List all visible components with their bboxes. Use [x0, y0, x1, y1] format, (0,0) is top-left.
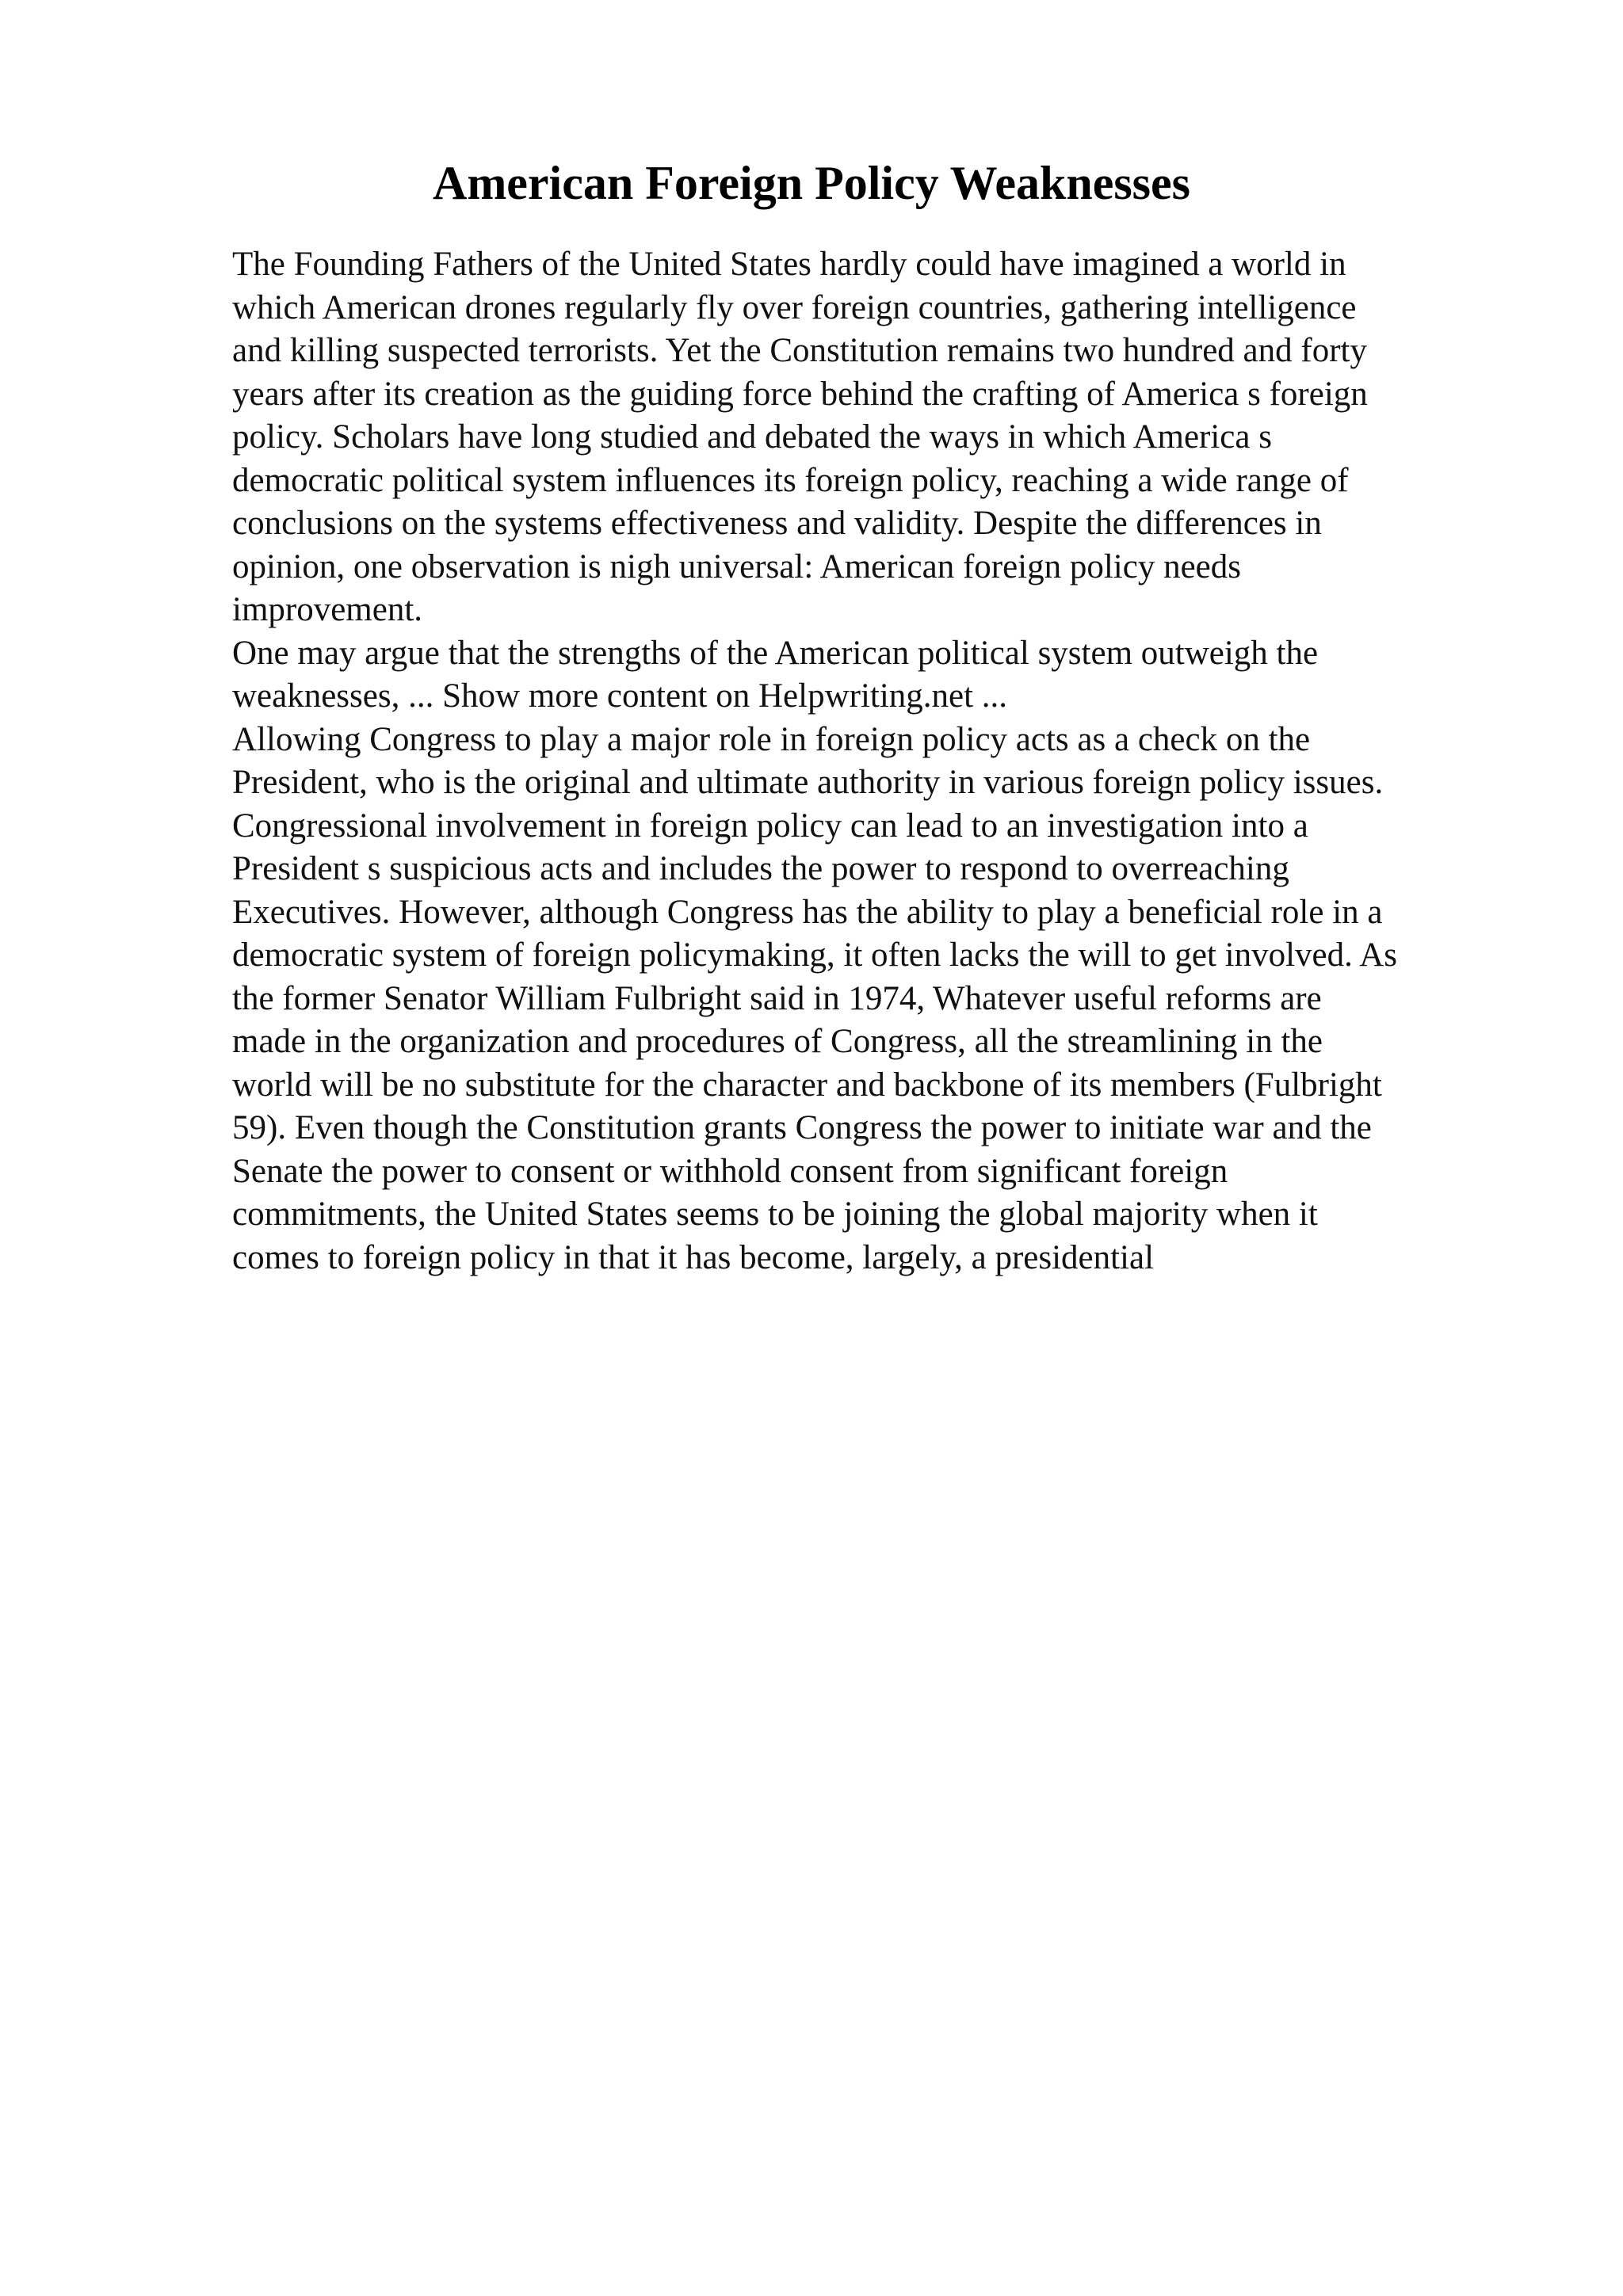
body-line: the former Senator William Fulbright said in 1974, Whatever useful reforms are: [232, 979, 1322, 1017]
body-line: One may argue that the strengths of the American political system outweigh the: [232, 634, 1319, 672]
body-line: Senate the power to consent or withhold consent from significant foreign: [232, 1152, 1228, 1190]
body-line: The Founding Fathers of the United States hardly could have imagined a world in: [232, 246, 1346, 283]
body-line: comes to foreign policy in that it has become, largely, a presidential: [232, 1238, 1155, 1276]
body-line: President, who is the original and ultimate authority in various foreign policy issues.: [232, 764, 1384, 801]
body-line: opinion, one observation is nigh universal: American foreign policy needs: [232, 547, 1241, 585]
body-line: democratic political system influences its foreign policy, reaching a wide range of: [232, 461, 1349, 499]
body-line: Executives. However, although Congress has the ability to play a beneficial role in a: [232, 893, 1383, 931]
body-line: commitments, the United States seems to be joining the global majority when it: [232, 1196, 1318, 1233]
body-line: made in the organization and procedures of Congress, all the streamlining in the: [232, 1023, 1323, 1060]
body-line: democratic system of foreign policymaking, it often lacks the will to get involved. As: [232, 936, 1398, 974]
document-body: [232, 243, 1532, 1280]
document-title: American Foreign Policy Weaknesses: [432, 157, 1190, 209]
body-line: conclusions on the systems effectiveness and validity. Despite the differences in: [232, 505, 1322, 542]
body-line: 59). Even though the Constitution grants Congress the power to initiate war and the: [232, 1109, 1372, 1146]
body-line: and killing suspected terrorists. Yet the Constitution remains two hundred and forty: [232, 332, 1367, 369]
body-line: improvement.: [232, 591, 423, 628]
body-line: Congressional involvement in foreign policy can lead to an investigation into a: [232, 807, 1308, 845]
body-line-show-more: weaknesses, ... Show more content on Helpwriting.net ...: [232, 677, 1008, 715]
body-line: Allowing Congress to play a major role in foreign policy acts as a check on the: [232, 720, 1311, 758]
body-line: years after its creation as the guiding force behind the crafting of America s foreign: [232, 375, 1368, 413]
body-line: world will be no substitute for the character and backbone of its members (Fulbright: [232, 1066, 1382, 1104]
body-line: President s suspicious acts and includes the power to respond to overreaching: [232, 850, 1289, 887]
body-line: policy. Scholars have long studied and debated the ways in which America s: [232, 418, 1272, 456]
body-line: which American drones regularly fly over foreign countries, gathering intelligence: [232, 288, 1357, 326]
